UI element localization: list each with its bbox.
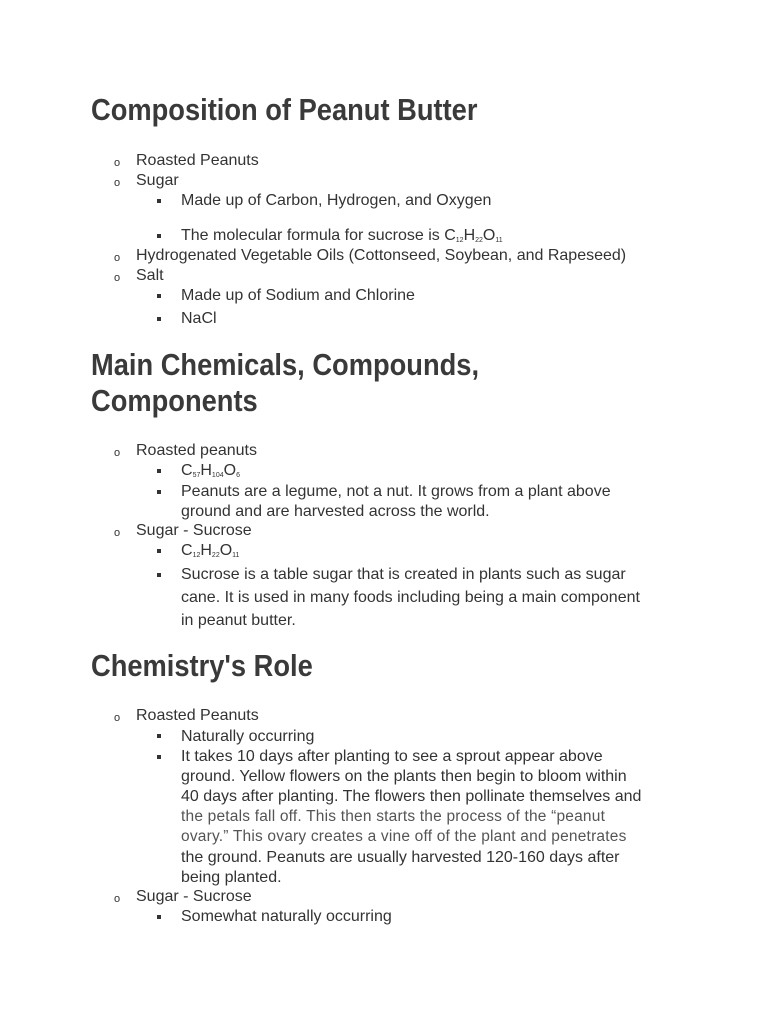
bullet-square [157,234,161,238]
list-item: Roasted Peanuts [136,152,259,169]
bullet-square [157,490,161,494]
bullet-square [157,915,161,919]
bullet-circle: o [114,157,121,169]
bullet-square [157,734,161,738]
heading-chemistry-role: Chemistry's Role [91,648,313,683]
list-item: Sugar - Sucrose [136,522,252,539]
sub-list-item-continued: in peanut butter. [181,612,296,629]
list-item: Roasted peanuts [136,442,257,459]
bullet-square [157,294,161,298]
sub-list-item: $C_{57}H_{104}O_6$ [181,462,240,479]
sub-list-item-continued: ovary.” This ovary creates a vine off of the plant and penetrates [181,828,627,845]
heading-main-chemicals: Main Chemicals, Compounds, [91,347,480,382]
bullet-square [157,317,161,321]
bullet-square [157,469,161,473]
sub-list-item: Sucrose is a table sugar that is created in plants such as sugar [181,566,626,583]
list-item: Sugar [136,172,179,189]
sub-list-item-continued: ground and are harvested across the world. [181,503,490,520]
sub-list-item: The molecular formula for sucrose is $C_{12}H_{22}O_{11}$ [181,227,503,244]
bullet-circle: o [114,712,121,724]
bullet-square [157,549,161,553]
bullet-circle: o [114,272,121,284]
bullet-circle: o [114,893,121,905]
sub-list-item-continued: the petals fall off. This then starts the process of the “peanut [181,808,606,825]
sub-list-item: It takes 10 days after planting to see a sprout appear above [181,748,603,765]
sub-list-item-continued: 40 days after planting. The flowers then pollinate themselves and [181,788,642,805]
sub-list-item-continued: being planted. [181,869,282,886]
list-item: Roasted Peanuts [136,707,259,724]
list-item: Sugar - Sucrose [136,888,252,905]
bullet-square [157,755,161,759]
sub-list-item: Somewhat naturally occurring [181,908,392,925]
formula-text: The molecular formula for sucrose is [181,227,445,244]
sub-list-item-continued: cane. It is used in many foods including being a main component [181,589,640,606]
list-item: Salt [136,267,164,284]
heading-main-chemicals-line2: Components [91,383,258,418]
bullet-square [157,199,161,203]
list-item: Hydrogenated Vegetable Oils (Cottonseed, Soybean, and Rapeseed) [136,247,627,264]
sub-list-item: Peanuts are a legume, not a nut. It grows from a plant above [181,483,611,500]
bullet-circle: o [114,177,121,189]
sub-list-item-continued: the ground. Peanuts are usually harvested 120-160 days after [181,849,620,866]
sub-list-item: Naturally occurring [181,728,315,745]
sub-list-item: $C_{12}H_{22}O_{11}$ [181,542,240,559]
heading-composition: Composition of Peanut Butter [91,92,478,127]
bullet-square [157,573,161,577]
bullet-circle: o [114,447,121,459]
bullet-circle: o [114,252,121,264]
bullet-circle: o [114,527,121,539]
sub-list-item-continued: ground. Yellow flowers on the plants then begin to bloom within [181,768,627,785]
sub-list-item: NaCl [181,310,217,327]
sub-list-item: Made up of Carbon, Hydrogen, and Oxygen [181,192,492,209]
sub-list-item: Made up of Sodium and Chlorine [181,287,415,304]
